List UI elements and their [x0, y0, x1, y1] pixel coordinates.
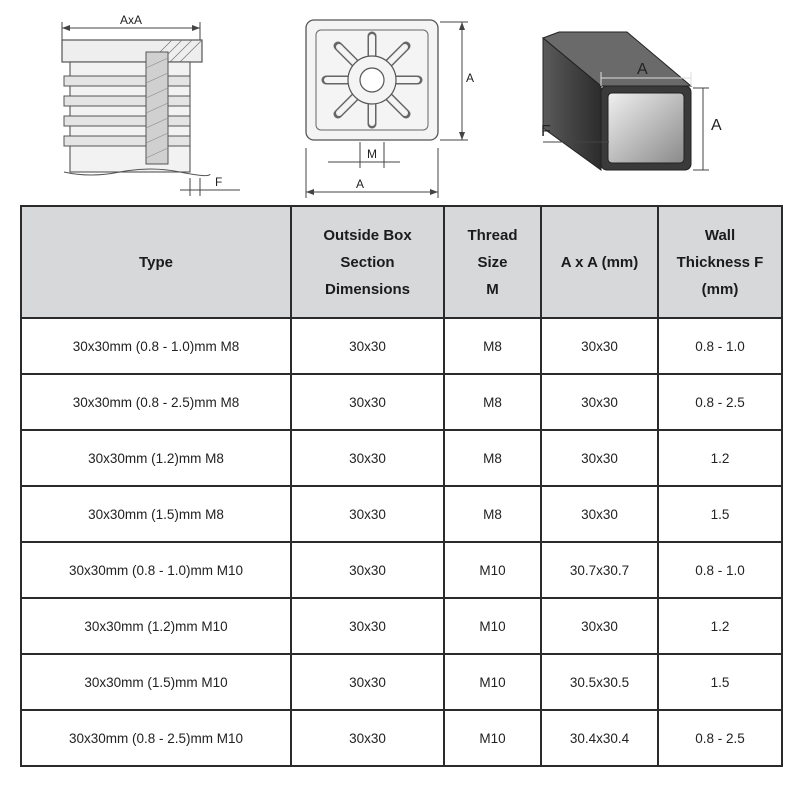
cell-type: 30x30mm (1.2)mm M8	[21, 430, 291, 486]
cell-type: 30x30mm (1.5)mm M8	[21, 486, 291, 542]
header-outside-line-2: Section	[340, 253, 395, 271]
side-label-f: F	[215, 175, 223, 189]
table-row	[21, 430, 782, 486]
cell-type: 30x30mm (0.8 - 1.0)mm M8	[21, 318, 291, 374]
table-row	[21, 598, 782, 654]
cell-axa: 30x30	[541, 374, 658, 430]
cell-thread-size: M10	[444, 710, 541, 766]
header-axa	[541, 206, 658, 318]
cell-axa: 30x30	[541, 598, 658, 654]
cell-outside-box: 30x30	[291, 430, 444, 486]
cell-wall-thickness: 0.8 - 2.5	[658, 710, 782, 766]
table-row	[21, 542, 782, 598]
header-wall-line-3: (mm)	[701, 280, 739, 298]
header-row	[21, 206, 782, 318]
cell-outside-box: 30x30	[291, 374, 444, 430]
cell-wall-thickness: 0.8 - 1.0	[658, 542, 782, 598]
header-outside-line-1: Outside Box	[323, 226, 412, 244]
cell-outside-box: 30x30	[291, 710, 444, 766]
table-row	[21, 374, 782, 430]
header-wall-line-1: Wall	[704, 226, 736, 244]
header-thread-line-1: Thread	[467, 226, 518, 244]
header-thread-line-2: Size	[477, 253, 508, 271]
cell-wall-thickness: 1.5	[658, 654, 782, 710]
cell-outside-box: 30x30	[291, 654, 444, 710]
header-wall-line-2: Thickness F	[676, 253, 764, 271]
cell-thread-size: M8	[444, 374, 541, 430]
cell-thread-size: M8	[444, 430, 541, 486]
table-row	[21, 318, 782, 374]
cell-thread-size: M8	[444, 318, 541, 374]
cell-thread-size: M8	[444, 486, 541, 542]
cell-wall-thickness: 1.2	[658, 598, 782, 654]
cell-axa: 30x30	[541, 486, 658, 542]
header-type	[21, 206, 291, 318]
spec-table	[20, 205, 783, 767]
header-wall-thickness	[658, 206, 782, 318]
cell-wall-thickness: 1.5	[658, 486, 782, 542]
top-label-m: M	[367, 147, 377, 161]
header-thread-size	[444, 206, 541, 318]
cell-thread-size: M10	[444, 654, 541, 710]
diagram-area	[0, 0, 800, 205]
cell-type: 30x30mm (1.2)mm M10	[21, 598, 291, 654]
side-section-diagram	[50, 8, 250, 198]
cell-axa: 30x30	[541, 430, 658, 486]
cell-type: 30x30mm (0.8 - 1.0)mm M10	[21, 542, 291, 598]
header-thread-line-3: M	[486, 280, 499, 298]
header-type-line: Type	[139, 253, 173, 271]
cell-type: 30x30mm (1.5)mm M10	[21, 654, 291, 710]
header-axa-line: A x A (mm)	[560, 253, 639, 271]
cell-wall-thickness: 1.2	[658, 430, 782, 486]
tube-label-f: F	[541, 123, 551, 140]
tube-label-top: A	[637, 61, 648, 78]
tube-diagram	[535, 18, 735, 188]
cell-wall-thickness: 0.8 - 1.0	[658, 318, 782, 374]
cell-outside-box: 30x30	[291, 542, 444, 598]
table-row	[21, 710, 782, 766]
cell-wall-thickness: 0.8 - 2.5	[658, 374, 782, 430]
top-label-bottom: A	[356, 177, 365, 191]
cell-outside-box: 30x30	[291, 486, 444, 542]
tube-label-right: A	[711, 117, 722, 134]
top-view-diagram	[290, 8, 490, 200]
cell-thread-size: M10	[444, 542, 541, 598]
cell-outside-box: 30x30	[291, 598, 444, 654]
header-outside-box	[291, 206, 444, 318]
cell-thread-size: M10	[444, 598, 541, 654]
cell-axa: 30.4x30.4	[541, 710, 658, 766]
table-row	[21, 486, 782, 542]
cell-axa: 30x30	[541, 318, 658, 374]
cell-type: 30x30mm (0.8 - 2.5)mm M8	[21, 374, 291, 430]
cell-outside-box: 30x30	[291, 318, 444, 374]
top-label-right: A	[466, 71, 475, 85]
cell-axa: 30.5x30.5	[541, 654, 658, 710]
cell-type: 30x30mm (0.8 - 2.5)mm M10	[21, 710, 291, 766]
cell-axa: 30.7x30.7	[541, 542, 658, 598]
header-outside-line-3: Dimensions	[324, 280, 411, 298]
side-label-top: AxA	[120, 13, 143, 27]
table-row	[21, 654, 782, 710]
